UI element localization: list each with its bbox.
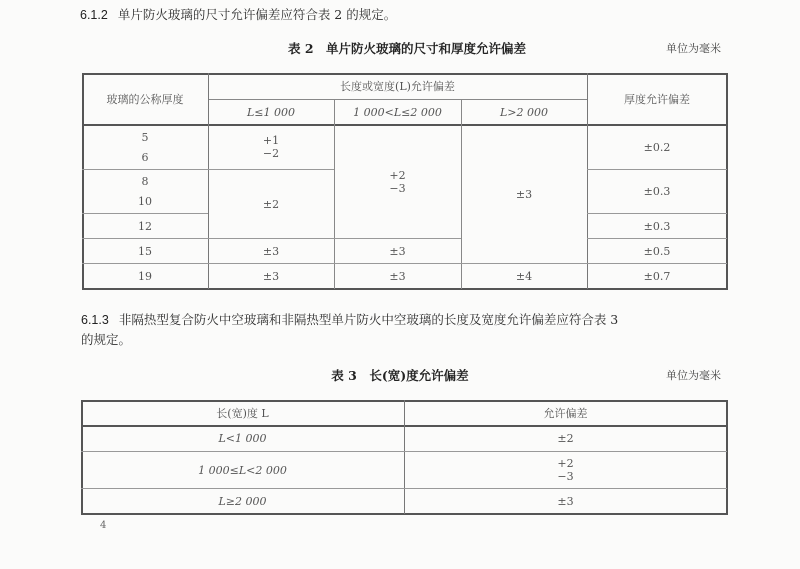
tol-12: ±0.3 (643, 219, 671, 233)
clause-text-cont: 的规定。 (81, 332, 132, 347)
clause-text: 单片防火玻璃的尺寸允许偏差应符合表 2 的规定。 (117, 7, 397, 22)
header-l2: 1 000<L≤2 000 (353, 105, 442, 119)
range-3: L≥2 000 (218, 494, 267, 508)
tol-15: ±0.5 (643, 244, 671, 258)
header-thickness: 玻璃的公称厚度 (106, 92, 184, 106)
thickness-12: 12 (138, 219, 152, 233)
thickness-8: 8 (141, 174, 149, 188)
table3-unit: 单位为毫米 (666, 369, 721, 382)
header-length: 长(宽)度 L (216, 406, 269, 420)
thickness-10: 10 (138, 194, 152, 208)
l2-15: ±3 (389, 244, 406, 258)
clause-text: 非隔热型复合防火中空玻璃和非隔热型单片防火中空玻璃的长度及宽度允许偏差应符合表 3 (118, 312, 619, 327)
tol-minus: −3 (389, 181, 406, 195)
header-tolerance: 允许偏差 (543, 406, 588, 420)
l2-5-12 (334, 125, 461, 238)
l3-5-15: ±3 (515, 187, 533, 201)
tol-5-6: ±0.2 (643, 140, 671, 154)
table2-unit: 单位为毫米 (666, 42, 721, 55)
range-1: L<1 000 (218, 432, 267, 445)
range-2: 1 000≤L<2 000 (198, 463, 287, 477)
header-l1: L≤1 000 (246, 105, 295, 119)
thickness-6: 6 (141, 150, 149, 164)
clause-6-1-2 (80, 5, 396, 23)
tol-3: ±3 (557, 494, 574, 508)
page-number: 4 (100, 520, 107, 531)
clause-6-1-3 (81, 310, 618, 328)
tol-19: ±0.7 (643, 269, 671, 283)
l3-19: ±4 (515, 269, 533, 283)
tol-plus: +2 (557, 457, 574, 470)
tol-8-10: ±0.3 (643, 185, 671, 198)
thickness-15: 15 (138, 244, 152, 258)
header-thickness-tol: 厚度允许偏差 (624, 92, 690, 106)
l1-19: ±3 (262, 269, 280, 283)
l1-5-6 (208, 125, 334, 169)
clause-number: 6.1.2 (80, 8, 108, 22)
tol-minus: −2 (262, 147, 280, 160)
header-length-group: 长度或宽度(L)允许偏差 (340, 80, 455, 93)
tol-plus: +1 (262, 134, 280, 147)
tol-plus: +2 (389, 168, 406, 182)
tol-1: ±2 (557, 432, 574, 445)
clause-number: 6.1.3 (81, 313, 109, 327)
thickness-19: 19 (138, 269, 152, 283)
header-l3: L>2 000 (499, 105, 548, 119)
l1-15: ±3 (262, 244, 280, 258)
tol-minus: −3 (557, 470, 574, 483)
table3-title: 表 3 长(宽)度允许偏差 (331, 368, 469, 383)
l1-8-12: ±2 (262, 197, 280, 211)
thickness-5: 5 (141, 130, 149, 144)
l2-19: ±3 (389, 269, 406, 283)
tol-2 (404, 452, 727, 488)
table2-title: 表 2 单片防火玻璃的尺寸和厚度允许偏差 (287, 41, 527, 56)
